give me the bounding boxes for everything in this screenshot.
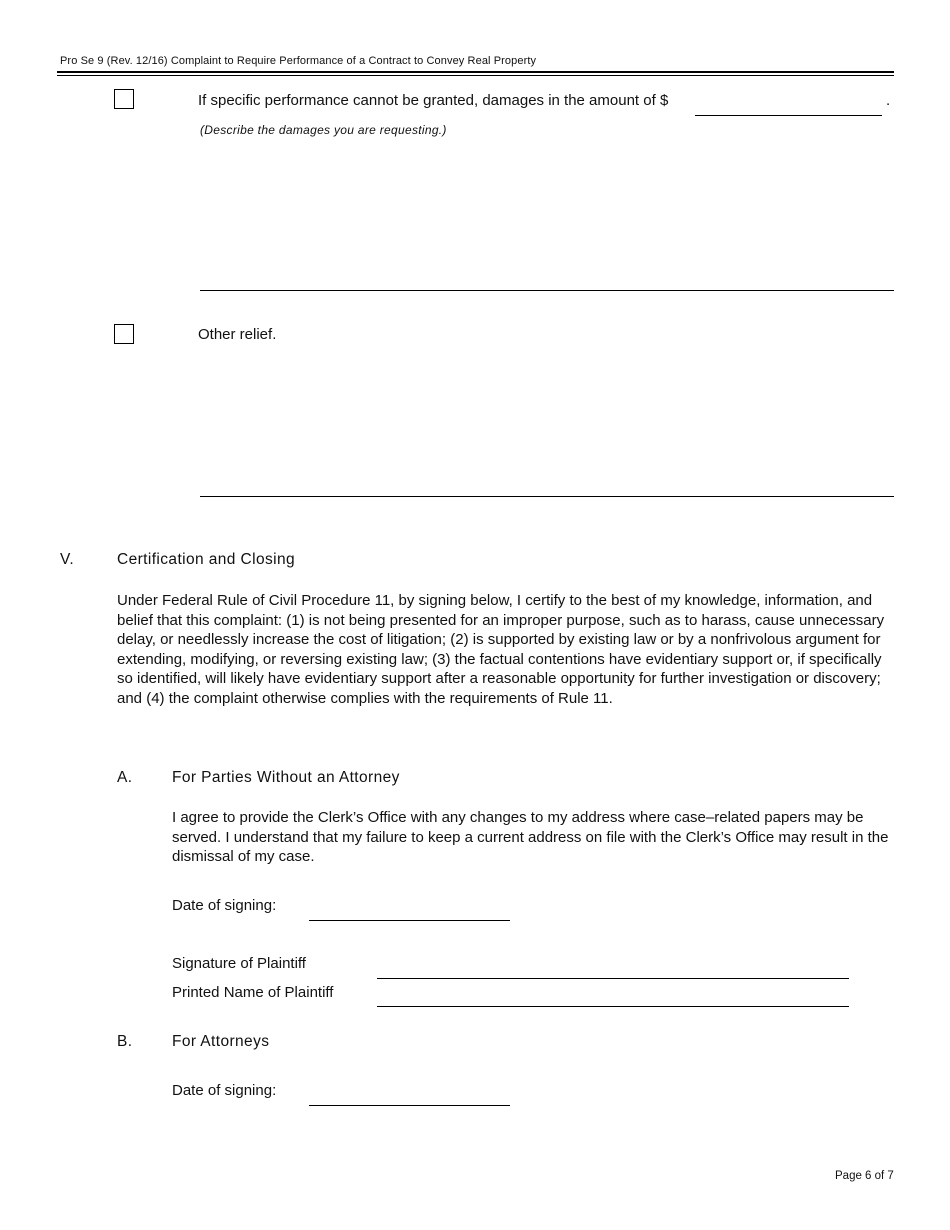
plaintiff-date-label: Date of signing: [172, 897, 277, 914]
form-header-title: Pro Se 9 (Rev. 12/16) Complaint to Require Performance of a Contract to Convey Real Property [60, 55, 537, 67]
damages-amount-input[interactable] [695, 114, 882, 116]
plaintiff-printed-name-input[interactable] [377, 1005, 849, 1007]
address-agreement-paragraph: I agree to provide the Clerk’s Office with any changes to my address where case–related papers may be served. I understand that my failure to keep a current address on file with the Clerk’s Office may result in the dismissal of my case. [172, 809, 889, 866]
section-b-title: For Attorneys [172, 1033, 270, 1050]
damages-period: . [886, 92, 891, 109]
section-b-letter: B. [117, 1033, 133, 1050]
damages-label: If specific performance cannot be granted, damages in the amount of $ [198, 92, 669, 109]
plaintiff-date-input[interactable] [309, 919, 510, 921]
section-a-letter: A. [117, 769, 133, 786]
signature-label: Signature of Plaintiff [172, 955, 306, 972]
damages-description-line[interactable] [200, 290, 894, 291]
header-rule-thin [57, 75, 894, 76]
section-v-title: Certification and Closing [117, 551, 296, 568]
attorney-date-input[interactable] [309, 1104, 510, 1106]
other-relief-label: Other relief. [198, 326, 277, 343]
damages-checkbox[interactable] [114, 89, 134, 109]
section-v-numeral: V. [60, 551, 75, 568]
page-number: Page 6 of 7 [835, 1170, 894, 1182]
attorney-date-label: Date of signing: [172, 1082, 277, 1099]
other-relief-checkbox[interactable] [114, 324, 134, 344]
damages-instruction: (Describe the damages you are requesting.) [200, 123, 447, 137]
header-rule-thick [57, 71, 894, 73]
plaintiff-signature-input[interactable] [377, 977, 849, 979]
certification-paragraph: Under Federal Rule of Civil Procedure 11, by signing below, I certify to the best of my knowledge, information, and belief that this complaint: (1) is not being presented for an improper purpose, such as to harass, cause unnecessary delay, or needlessly increase the cost of litigation; (2) is supported by existing law or by a nonfrivolous argument for extending, modifying, or reversing existing law; (3) the factual contentions have evidentiary support or, if specifically so identified, will likely have evidentiary support after a reasonable opportunity for further investigation or discovery; and (4) the complaint otherwise complies with the requirements of Rule 11. [117, 592, 885, 707]
printed-name-label: Printed Name of Plaintiff [172, 984, 334, 1001]
section-a-title: For Parties Without an Attorney [172, 769, 400, 786]
other-relief-description-line[interactable] [200, 496, 894, 497]
